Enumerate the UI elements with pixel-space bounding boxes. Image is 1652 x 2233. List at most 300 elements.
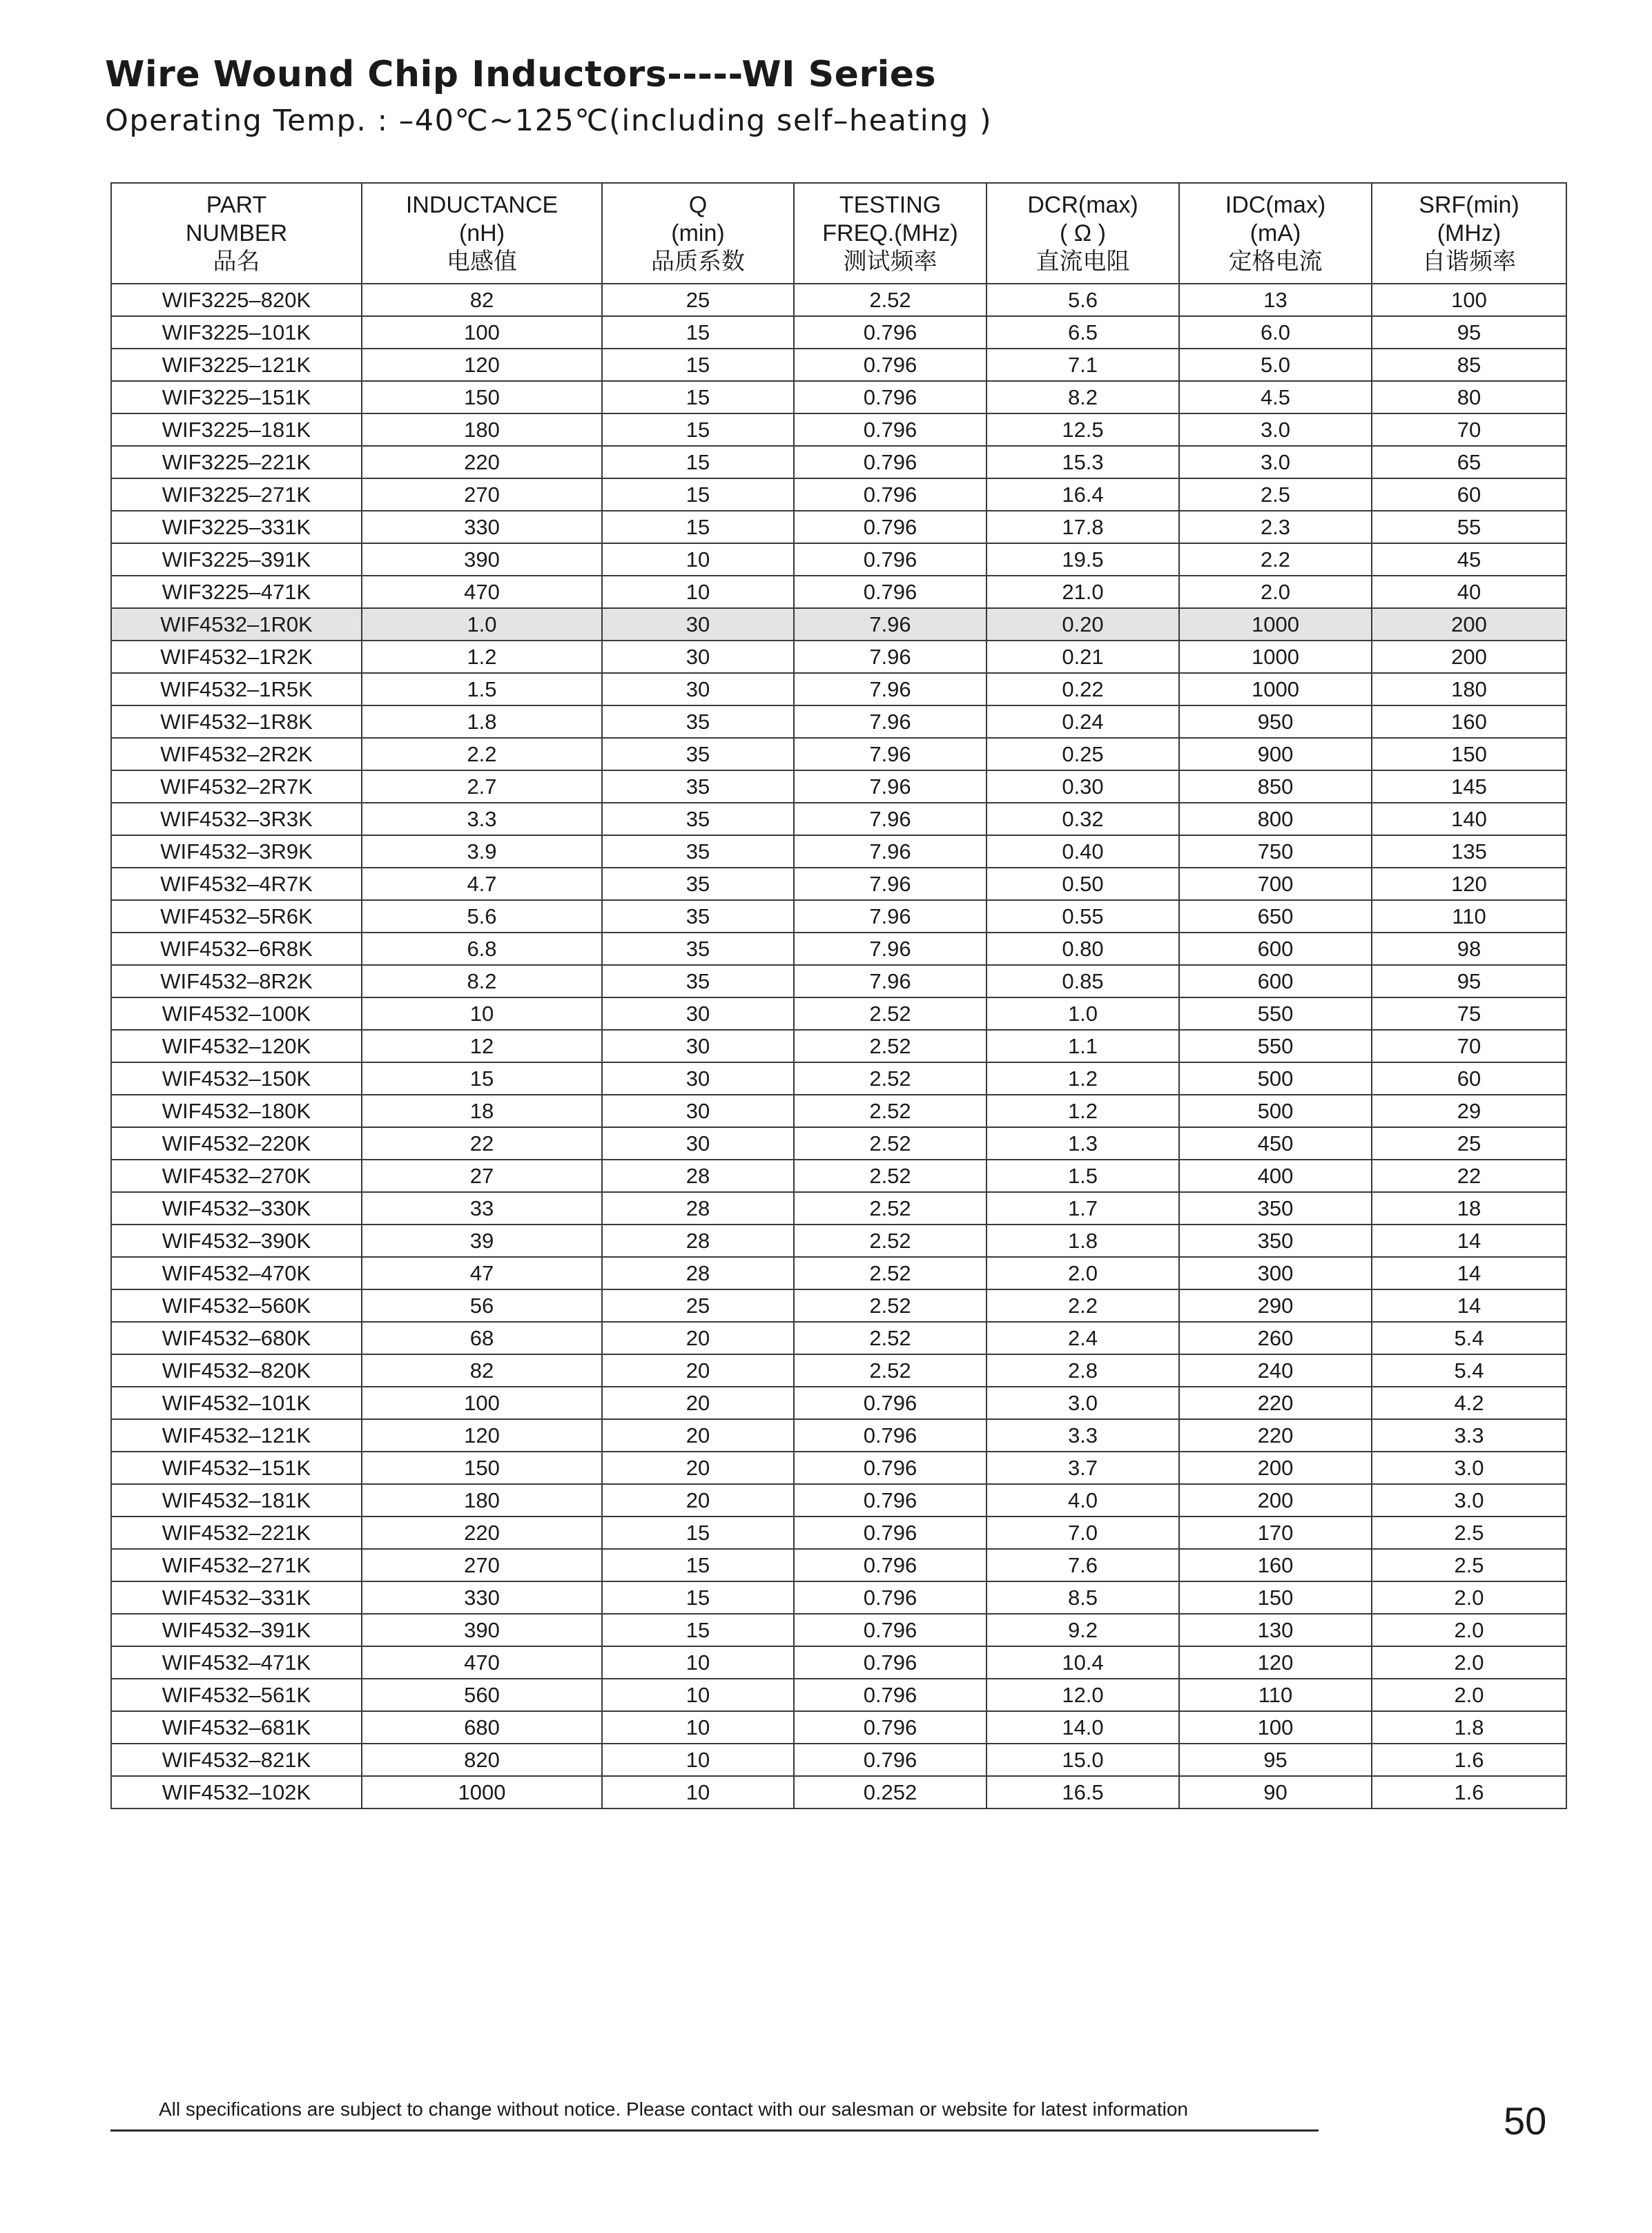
footnote: All specifications are subject to change without notice. Please contact with our salesman or website for latest information	[159, 2098, 1188, 2120]
cell-inductance: 470	[362, 576, 602, 608]
table-row	[111, 738, 1566, 770]
header-line: IDC(max)	[1225, 191, 1326, 218]
cell-q: 35	[602, 835, 794, 868]
cell-idc: 170	[1179, 1517, 1372, 1549]
table-row	[111, 1646, 1566, 1679]
cell-testing-freq: 0.796	[794, 1387, 987, 1419]
cell-inductance: 390	[362, 1614, 602, 1646]
cell-testing-freq: 0.796	[794, 1549, 987, 1581]
cell-srf: 65	[1372, 446, 1566, 478]
cell-inductance: 330	[362, 511, 602, 543]
cell-idc: 150	[1179, 1581, 1372, 1614]
table-row	[111, 576, 1566, 608]
cell-testing-freq: 7.96	[794, 965, 987, 997]
cell-inductance: 33	[362, 1192, 602, 1225]
cell-inductance: 27	[362, 1160, 602, 1192]
cell-srf: 22	[1372, 1160, 1566, 1192]
cell-q: 10	[602, 543, 794, 576]
cell-inductance: 18	[362, 1095, 602, 1127]
cell-dcr: 1.1	[987, 1030, 1179, 1062]
cell-srf: 3.0	[1372, 1452, 1566, 1484]
cell-srf: 14	[1372, 1289, 1566, 1322]
cell-inductance: 120	[362, 1419, 602, 1452]
cell-dcr: 12.5	[987, 413, 1179, 446]
cell-testing-freq: 0.796	[794, 576, 987, 608]
cell-srf: 140	[1372, 803, 1566, 835]
table-row	[111, 1160, 1566, 1192]
cell-srf: 75	[1372, 997, 1566, 1030]
cell-dcr: 1.2	[987, 1095, 1179, 1127]
cell-part-number: WIF4532–3R9K	[111, 835, 362, 868]
cell-idc: 2.2	[1179, 543, 1372, 576]
cell-q: 15	[602, 1517, 794, 1549]
cell-inductance: 220	[362, 446, 602, 478]
table-row	[111, 1452, 1566, 1484]
cell-srf: 14	[1372, 1225, 1566, 1257]
table-row	[111, 543, 1566, 576]
cell-part-number: WIF3225–820K	[111, 284, 362, 316]
cell-q: 25	[602, 1289, 794, 1322]
column-header-testing-freq	[794, 183, 987, 284]
cell-srf: 55	[1372, 511, 1566, 543]
cell-idc: 260	[1179, 1322, 1372, 1354]
cell-srf: 145	[1372, 770, 1566, 803]
cell-q: 20	[602, 1419, 794, 1452]
cell-idc: 200	[1179, 1484, 1372, 1517]
table-row	[111, 1776, 1566, 1808]
cell-idc: 2.5	[1179, 478, 1372, 511]
cell-idc: 130	[1179, 1614, 1372, 1646]
cell-part-number: WIF4532–271K	[111, 1549, 362, 1581]
cell-inductance: 2.2	[362, 738, 602, 770]
table-row	[111, 1127, 1566, 1160]
header-line: (nH)	[458, 220, 505, 246]
cell-srf: 40	[1372, 576, 1566, 608]
cell-idc: 550	[1179, 997, 1372, 1030]
cell-inductance: 10	[362, 997, 602, 1030]
cell-q: 30	[602, 1062, 794, 1095]
table-row	[111, 641, 1566, 673]
cell-q: 20	[602, 1354, 794, 1387]
cell-part-number: WIF4532–680K	[111, 1322, 362, 1354]
cell-testing-freq: 0.796	[794, 1744, 987, 1776]
cell-q: 15	[602, 381, 794, 413]
cell-dcr: 21.0	[987, 576, 1179, 608]
cell-part-number: WIF4532–2R2K	[111, 738, 362, 770]
header-line: 品名	[213, 248, 260, 275]
cell-testing-freq: 0.796	[794, 478, 987, 511]
table-row	[111, 608, 1566, 641]
cell-q: 28	[602, 1257, 794, 1289]
header-line: (mA)	[1250, 220, 1301, 246]
column-header-idc-max	[1179, 183, 1372, 284]
cell-q: 15	[602, 511, 794, 543]
cell-testing-freq: 7.96	[794, 868, 987, 900]
cell-testing-freq: 0.796	[794, 1419, 987, 1452]
cell-idc: 1000	[1179, 641, 1372, 673]
cell-inductance: 2.7	[362, 770, 602, 803]
cell-srf: 2.5	[1372, 1517, 1566, 1549]
cell-q: 28	[602, 1225, 794, 1257]
cell-idc: 500	[1179, 1062, 1372, 1095]
cell-q: 30	[602, 1127, 794, 1160]
cell-dcr: 16.5	[987, 1776, 1179, 1808]
cell-srf: 29	[1372, 1095, 1566, 1127]
cell-dcr: 0.40	[987, 835, 1179, 868]
cell-idc: 700	[1179, 868, 1372, 900]
table-row	[111, 1581, 1566, 1614]
cell-testing-freq: 2.52	[794, 1257, 987, 1289]
cell-testing-freq: 0.796	[794, 381, 987, 413]
cell-testing-freq: 0.796	[794, 511, 987, 543]
cell-q: 30	[602, 1030, 794, 1062]
cell-part-number: WIF4532–1R8K	[111, 705, 362, 738]
cell-srf: 100	[1372, 284, 1566, 316]
cell-part-number: WIF4532–561K	[111, 1679, 362, 1711]
cell-inductance: 82	[362, 1354, 602, 1387]
table-row	[111, 381, 1566, 413]
cell-idc: 450	[1179, 1127, 1372, 1160]
cell-q: 15	[602, 413, 794, 446]
cell-inductance: 220	[362, 1517, 602, 1549]
cell-inductance: 3.9	[362, 835, 602, 868]
cell-idc: 650	[1179, 900, 1372, 933]
table-row	[111, 705, 1566, 738]
cell-inductance: 1.5	[362, 673, 602, 705]
table-row	[111, 1744, 1566, 1776]
cell-testing-freq: 0.796	[794, 1679, 987, 1711]
cell-dcr: 0.21	[987, 641, 1179, 673]
cell-part-number: WIF3225–271K	[111, 478, 362, 511]
table-row	[111, 316, 1566, 349]
cell-inductance: 12	[362, 1030, 602, 1062]
cell-testing-freq: 2.52	[794, 284, 987, 316]
cell-dcr: 0.30	[987, 770, 1179, 803]
cell-idc: 850	[1179, 770, 1372, 803]
header-line: NUMBER	[185, 220, 288, 246]
cell-part-number: WIF4532–1R0K	[111, 608, 362, 641]
cell-srf: 1.6	[1372, 1744, 1566, 1776]
header-line: SRF(min)	[1419, 191, 1519, 218]
cell-srf: 200	[1372, 641, 1566, 673]
cell-idc: 2.0	[1179, 576, 1372, 608]
cell-inductance: 150	[362, 1452, 602, 1484]
cell-q: 15	[602, 446, 794, 478]
cell-dcr: 8.5	[987, 1581, 1179, 1614]
cell-srf: 3.3	[1372, 1419, 1566, 1452]
table-row	[111, 1192, 1566, 1225]
cell-inductance: 470	[362, 1646, 602, 1679]
cell-dcr: 15.0	[987, 1744, 1179, 1776]
table-row	[111, 803, 1566, 835]
cell-inductance: 560	[362, 1679, 602, 1711]
header-line: DCR(max)	[1027, 191, 1138, 218]
cell-part-number: WIF4532–5R6K	[111, 900, 362, 933]
table-row	[111, 673, 1566, 705]
cell-part-number: WIF4532–100K	[111, 997, 362, 1030]
cell-dcr: 0.85	[987, 965, 1179, 997]
table-row	[111, 835, 1566, 868]
cell-inductance: 680	[362, 1711, 602, 1744]
cell-dcr: 0.50	[987, 868, 1179, 900]
table-row	[111, 1030, 1566, 1062]
column-header-dcr-max	[987, 183, 1179, 284]
cell-dcr: 1.2	[987, 1062, 1179, 1095]
table-row	[111, 933, 1566, 965]
cell-testing-freq: 0.796	[794, 1484, 987, 1517]
cell-idc: 600	[1179, 933, 1372, 965]
cell-dcr: 0.25	[987, 738, 1179, 770]
cell-srf: 2.0	[1372, 1581, 1566, 1614]
cell-inductance: 6.8	[362, 933, 602, 965]
cell-q: 35	[602, 868, 794, 900]
header-line: TESTING	[839, 191, 942, 218]
cell-idc: 3.0	[1179, 446, 1372, 478]
table-row	[111, 284, 1566, 316]
cell-dcr: 4.0	[987, 1484, 1179, 1517]
cell-inductance: 8.2	[362, 965, 602, 997]
table-row	[111, 1549, 1566, 1581]
cell-inductance: 56	[362, 1289, 602, 1322]
cell-inductance: 330	[362, 1581, 602, 1614]
cell-testing-freq: 7.96	[794, 673, 987, 705]
cell-srf: 18	[1372, 1192, 1566, 1225]
cell-testing-freq: 7.96	[794, 770, 987, 803]
table-row	[111, 1225, 1566, 1257]
spec-table	[110, 182, 1567, 1809]
cell-srf: 14	[1372, 1257, 1566, 1289]
cell-testing-freq: 0.796	[794, 349, 987, 381]
cell-inductance: 1.0	[362, 608, 602, 641]
cell-idc: 120	[1179, 1646, 1372, 1679]
cell-part-number: WIF4532–1R5K	[111, 673, 362, 705]
cell-testing-freq: 0.796	[794, 1452, 987, 1484]
cell-q: 35	[602, 705, 794, 738]
cell-idc: 500	[1179, 1095, 1372, 1127]
cell-testing-freq: 7.96	[794, 933, 987, 965]
cell-inductance: 4.7	[362, 868, 602, 900]
cell-part-number: WIF4532–270K	[111, 1160, 362, 1192]
cell-inductance: 39	[362, 1225, 602, 1257]
cell-testing-freq: 7.96	[794, 835, 987, 868]
cell-part-number: WIF4532–3R3K	[111, 803, 362, 835]
cell-dcr: 0.24	[987, 705, 1179, 738]
cell-srf: 85	[1372, 349, 1566, 381]
cell-srf: 60	[1372, 478, 1566, 511]
cell-idc: 900	[1179, 738, 1372, 770]
header-line: 品质系数	[651, 248, 745, 275]
table-row	[111, 1711, 1566, 1744]
cell-srf: 5.4	[1372, 1322, 1566, 1354]
cell-part-number: WIF4532–471K	[111, 1646, 362, 1679]
cell-srf: 120	[1372, 868, 1566, 900]
cell-part-number: WIF4532–560K	[111, 1289, 362, 1322]
cell-srf: 1.6	[1372, 1776, 1566, 1808]
cell-srf: 1.8	[1372, 1711, 1566, 1744]
cell-q: 20	[602, 1322, 794, 1354]
cell-q: 35	[602, 803, 794, 835]
cell-idc: 350	[1179, 1225, 1372, 1257]
cell-srf: 180	[1372, 673, 1566, 705]
cell-testing-freq: 2.52	[794, 1095, 987, 1127]
table-row	[111, 1517, 1566, 1549]
cell-testing-freq: 7.96	[794, 705, 987, 738]
cell-srf: 95	[1372, 965, 1566, 997]
cell-q: 35	[602, 900, 794, 933]
cell-q: 20	[602, 1452, 794, 1484]
cell-srf: 60	[1372, 1062, 1566, 1095]
header-line: 直流电阻	[1036, 248, 1130, 275]
cell-dcr: 1.7	[987, 1192, 1179, 1225]
cell-testing-freq: 0.796	[794, 543, 987, 576]
cell-inductance: 3.3	[362, 803, 602, 835]
cell-part-number: WIF4532–120K	[111, 1030, 362, 1062]
table-body	[111, 284, 1566, 1808]
cell-testing-freq: 0.796	[794, 1711, 987, 1744]
cell-inductance: 1.8	[362, 705, 602, 738]
cell-idc: 550	[1179, 1030, 1372, 1062]
cell-testing-freq: 2.52	[794, 1322, 987, 1354]
cell-part-number: WIF4532–390K	[111, 1225, 362, 1257]
table-row	[111, 1679, 1566, 1711]
cell-testing-freq: 2.52	[794, 1225, 987, 1257]
page-subtitle: Operating Temp. : –40℃~125℃(including self–heating )	[105, 104, 993, 138]
column-header-part-number	[111, 183, 362, 284]
cell-inductance: 68	[362, 1322, 602, 1354]
cell-dcr: 9.2	[987, 1614, 1179, 1646]
cell-part-number: WIF4532–101K	[111, 1387, 362, 1419]
cell-part-number: WIF3225–121K	[111, 349, 362, 381]
cell-testing-freq: 2.52	[794, 1354, 987, 1387]
column-header-inductance	[362, 183, 602, 284]
table-row	[111, 1062, 1566, 1095]
cell-idc: 95	[1179, 1744, 1372, 1776]
cell-testing-freq: 0.796	[794, 413, 987, 446]
cell-testing-freq: 0.796	[794, 446, 987, 478]
cell-idc: 240	[1179, 1354, 1372, 1387]
cell-testing-freq: 2.52	[794, 1160, 987, 1192]
cell-dcr: 1.0	[987, 997, 1179, 1030]
cell-q: 30	[602, 608, 794, 641]
cell-idc: 300	[1179, 1257, 1372, 1289]
page-title: Wire Wound Chip Inductors-----WI Series	[105, 54, 937, 95]
cell-testing-freq: 7.96	[794, 900, 987, 933]
cell-dcr: 1.3	[987, 1127, 1179, 1160]
cell-idc: 750	[1179, 835, 1372, 868]
cell-part-number: WIF4532–150K	[111, 1062, 362, 1095]
cell-q: 10	[602, 1646, 794, 1679]
cell-idc: 350	[1179, 1192, 1372, 1225]
cell-part-number: WIF4532–681K	[111, 1711, 362, 1744]
cell-dcr: 8.2	[987, 381, 1179, 413]
header-line: FREQ.(MHz)	[822, 220, 958, 246]
cell-q: 35	[602, 965, 794, 997]
cell-inductance: 150	[362, 381, 602, 413]
table-row	[111, 868, 1566, 900]
table-row	[111, 1322, 1566, 1354]
cell-dcr: 14.0	[987, 1711, 1179, 1744]
table-row	[111, 1614, 1566, 1646]
table-header-row	[111, 183, 1566, 284]
cell-part-number: WIF4532–6R8K	[111, 933, 362, 965]
cell-inductance: 270	[362, 1549, 602, 1581]
cell-srf: 2.0	[1372, 1614, 1566, 1646]
cell-inductance: 47	[362, 1257, 602, 1289]
cell-part-number: WIF3225–331K	[111, 511, 362, 543]
cell-idc: 4.5	[1179, 381, 1372, 413]
cell-testing-freq: 2.52	[794, 1289, 987, 1322]
cell-srf: 2.0	[1372, 1646, 1566, 1679]
cell-part-number: WIF4532–180K	[111, 1095, 362, 1127]
cell-inductance: 180	[362, 413, 602, 446]
cell-part-number: WIF4532–821K	[111, 1744, 362, 1776]
cell-q: 35	[602, 933, 794, 965]
cell-part-number: WIF4532–121K	[111, 1419, 362, 1452]
cell-testing-freq: 2.52	[794, 1192, 987, 1225]
cell-inductance: 820	[362, 1744, 602, 1776]
cell-q: 10	[602, 1679, 794, 1711]
cell-testing-freq: 7.96	[794, 608, 987, 641]
cell-part-number: WIF4532–220K	[111, 1127, 362, 1160]
cell-idc: 6.0	[1179, 316, 1372, 349]
cell-dcr: 2.0	[987, 1257, 1179, 1289]
cell-part-number: WIF4532–331K	[111, 1581, 362, 1614]
cell-srf: 5.4	[1372, 1354, 1566, 1387]
cell-idc: 950	[1179, 705, 1372, 738]
cell-inductance: 22	[362, 1127, 602, 1160]
cell-part-number: WIF4532–470K	[111, 1257, 362, 1289]
cell-q: 30	[602, 641, 794, 673]
cell-dcr: 2.2	[987, 1289, 1179, 1322]
cell-srf: 25	[1372, 1127, 1566, 1160]
cell-inductance: 100	[362, 1387, 602, 1419]
table-row	[111, 1419, 1566, 1452]
table-row	[111, 770, 1566, 803]
cell-dcr: 0.20	[987, 608, 1179, 641]
cell-q: 10	[602, 1776, 794, 1808]
cell-dcr: 6.5	[987, 316, 1179, 349]
cell-q: 28	[602, 1192, 794, 1225]
cell-part-number: WIF4532–1R2K	[111, 641, 362, 673]
cell-part-number: WIF4532–391K	[111, 1614, 362, 1646]
cell-part-number: WIF3225–471K	[111, 576, 362, 608]
cell-srf: 70	[1372, 1030, 1566, 1062]
header-line: ( Ω )	[1060, 220, 1106, 246]
table-row	[111, 1354, 1566, 1387]
cell-testing-freq: 0.796	[794, 1614, 987, 1646]
cell-part-number: WIF4532–2R7K	[111, 770, 362, 803]
cell-dcr: 0.22	[987, 673, 1179, 705]
cell-idc: 100	[1179, 1711, 1372, 1744]
cell-inductance: 100	[362, 316, 602, 349]
cell-idc: 13	[1179, 284, 1372, 316]
header-line: 电感值	[447, 248, 517, 275]
cell-srf: 160	[1372, 705, 1566, 738]
cell-inductance: 1.2	[362, 641, 602, 673]
column-header-srf-min	[1372, 183, 1566, 284]
cell-testing-freq: 0.796	[794, 1517, 987, 1549]
cell-idc: 600	[1179, 965, 1372, 997]
table-row	[111, 965, 1566, 997]
cell-dcr: 1.8	[987, 1225, 1179, 1257]
cell-dcr: 1.5	[987, 1160, 1179, 1192]
footer-divider	[110, 2129, 1319, 2132]
cell-q: 35	[602, 738, 794, 770]
table-row	[111, 1387, 1566, 1419]
cell-srf: 2.0	[1372, 1679, 1566, 1711]
cell-part-number: WIF3225–151K	[111, 381, 362, 413]
cell-q: 30	[602, 673, 794, 705]
